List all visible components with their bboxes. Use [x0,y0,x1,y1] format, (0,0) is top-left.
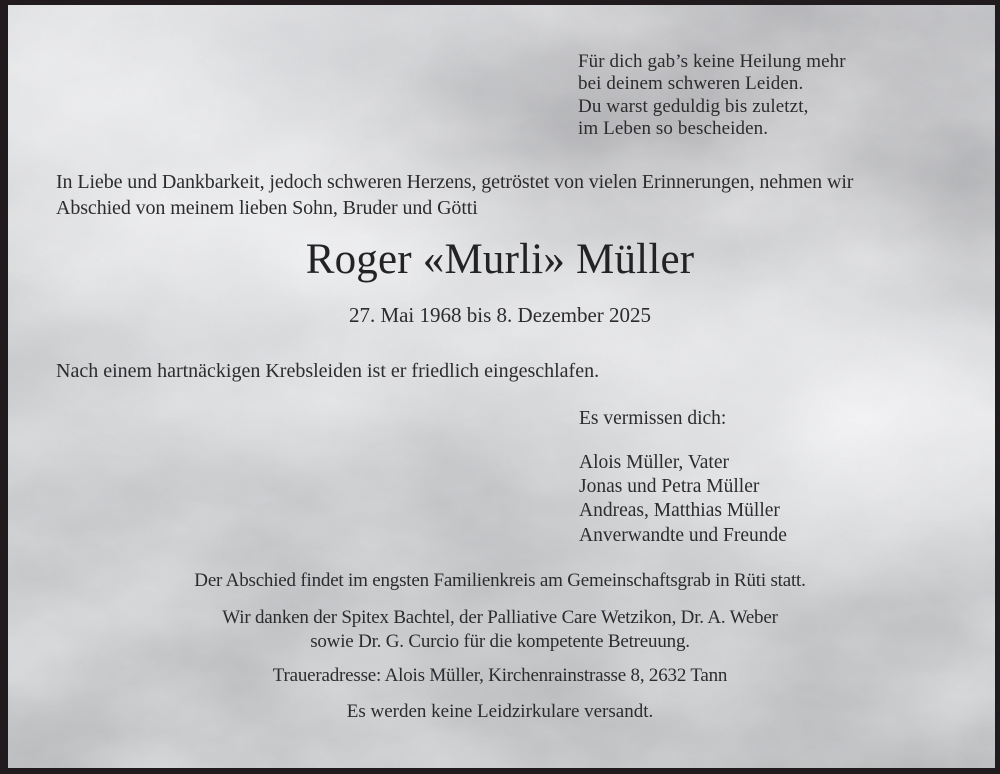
intro-line-1: In Liebe und Dankbarkeit, jedoch schweren Herzens, getröstet von vielen Erinnerungen, nehmen wir [56,171,854,193]
thanks-line-2: sowie Dr. G. Curcio für die kompetente Betreuung. [310,630,690,652]
intro-line-2: Abschied von meinem lieben Sohn, Bruder und Götti [56,196,478,219]
poem-line-3: Du warst geduldig bis zuletzt, [578,95,809,117]
thanks-line-1: Wir danken der Spitex Bachtel, der Palliative Care Wetzikon, Dr. A. Weber [222,607,778,628]
life-dates: 27. Mai 1968 bis 8. Dezember 2025 [348,303,652,327]
mourners-heading: Es vermissen dich: [579,408,727,429]
thanks-note [0,606,1000,653]
mourner-item: Andreas, Matthias Müller [579,500,780,522]
mourners-list [579,451,787,548]
mourner-item: Anverwandte und Freunde [579,524,787,546]
poem-line-1: Für dich gab’s keine Heilung mehr [578,51,846,72]
intro-paragraph [56,170,853,221]
mourner-item: Alois Müller, Vater [579,452,729,473]
death-statement: Nach einem hartnäckigen Krebsleiden ist er friedlich eingeschlafen. [56,360,600,382]
no-circulars-note: Es werden keine Leidzirkulare versandt. [346,701,654,722]
farewell-info: Der Abschied findet im engsten Familienkreis am Gemeinschaftsgrab in Rüti statt. [194,570,806,591]
deceased-name: Roger «Murli» Müller [305,236,695,283]
memorial-poem [578,51,846,141]
mourning-address: Traueradresse: Alois Müller, Kirchenrainstrasse 8, 2632 Tann [272,665,728,686]
poem-line-4: im Leben so bescheiden. [578,118,769,140]
poem-line-2: bei deinem schweren Leiden. [578,73,804,95]
mourner-item: Jonas und Petra Müller [579,476,760,498]
